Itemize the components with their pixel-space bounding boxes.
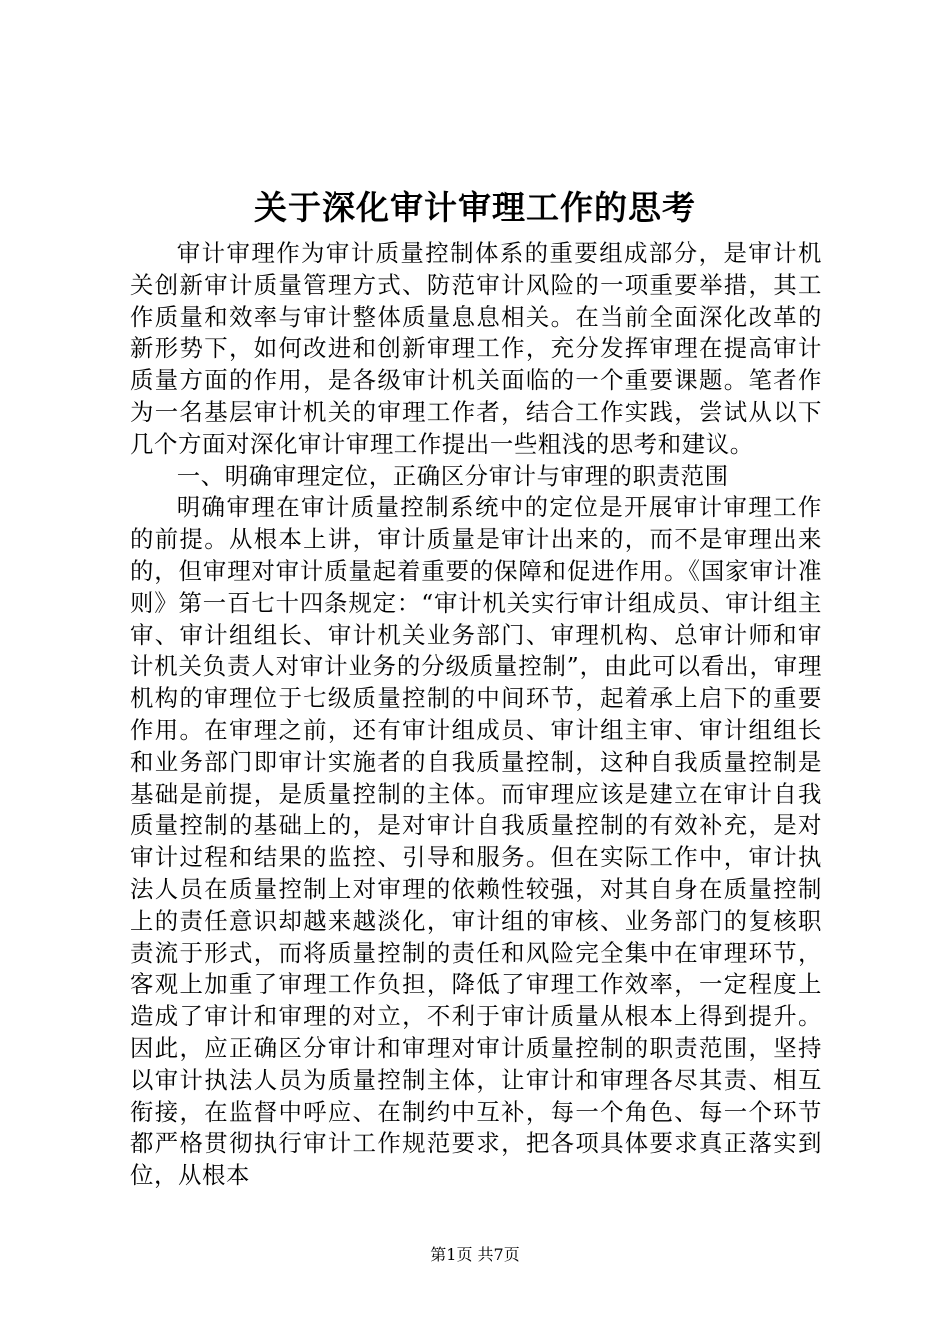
document-title: 关于深化审计审理工作的思考 [254, 188, 696, 227]
page-number-footer: 第1页 共7页 [430, 1245, 520, 1264]
section-heading-1: 一、明确审理定位，正确区分审计与审理的职责范围 [176, 461, 729, 490]
intro-paragraph: 审计审理作为审计质量控制体系的重要组成部分，是审计机关创新审计质量管理方式、防范审计风险的一项重要举措，其工作质量和效率与审计整体质量息息相关。在当前全面深化改革的新形势下，如何改进和创新审理工作，充分发挥审理在提高审计质量方面的作用，是各级审计机关面临的一个重要课题。笔者作为一名基层审计机关的审理工作者，结合工作实践，尝试从以下几个方面对深化审计审理工作提出一些粗浅的思考和建议。 [130, 239, 822, 458]
document-body [130, 238, 822, 1192]
section-1-paragraph: 明确审理在审计质量控制系统中的定位是开展审计审理工作的前提。从根本上讲，审计质量是审计出来的，而不是审理出来的，但审理对审计质量起着重要的保障和促进作用。《国家审计准则》第一百七十四条规定：“审计机关实行审计组成员、审计组主审、审计组组长、审计机关业务部门、审理机构、总审计师和审计机关负责人对审计业务的分级质量控制”，由此可以看出，审理机构的审理位于七级质量控制的中间环节，起着承上启下的重要作用。在审理之前，还有审计组成员、审计组主审、审计组组长和业务部门即审计实施者的自我质量控制，这种自我质量控制是基础是前提，是质量控制的主体。而审理应该是建立在审计自我质量控制的基础上的，是对审计自我质量控制的有效补充，是对审计过程和结果的监控、引导和服务。但在实际工作中，审计执法人员在质量控制上对审理的依赖性较强，对其自身在质量控制上的责任意识却越来越淡化，审计组的审核、业务部门的复核职责流于形式，而将质量控制的责任和风险完全集中在审理环节，客观上加重了审理工作负担，降低了审理工作效率，一定程度上造成了审计和审理的对立，不利于审计质量从根本上得到提升。因此，应正确区分审计和审理对审计质量控制的职责范围，坚持以审计执法人员为质量控制主体，让审计和审理各尽其责、相互衔接，在监督中呼应、在制约中互补，每一个角色、每一个环节都严格贯彻执行审计工作规范要求，把各项具体要求真正落实到位，从根本 [130, 493, 822, 1190]
